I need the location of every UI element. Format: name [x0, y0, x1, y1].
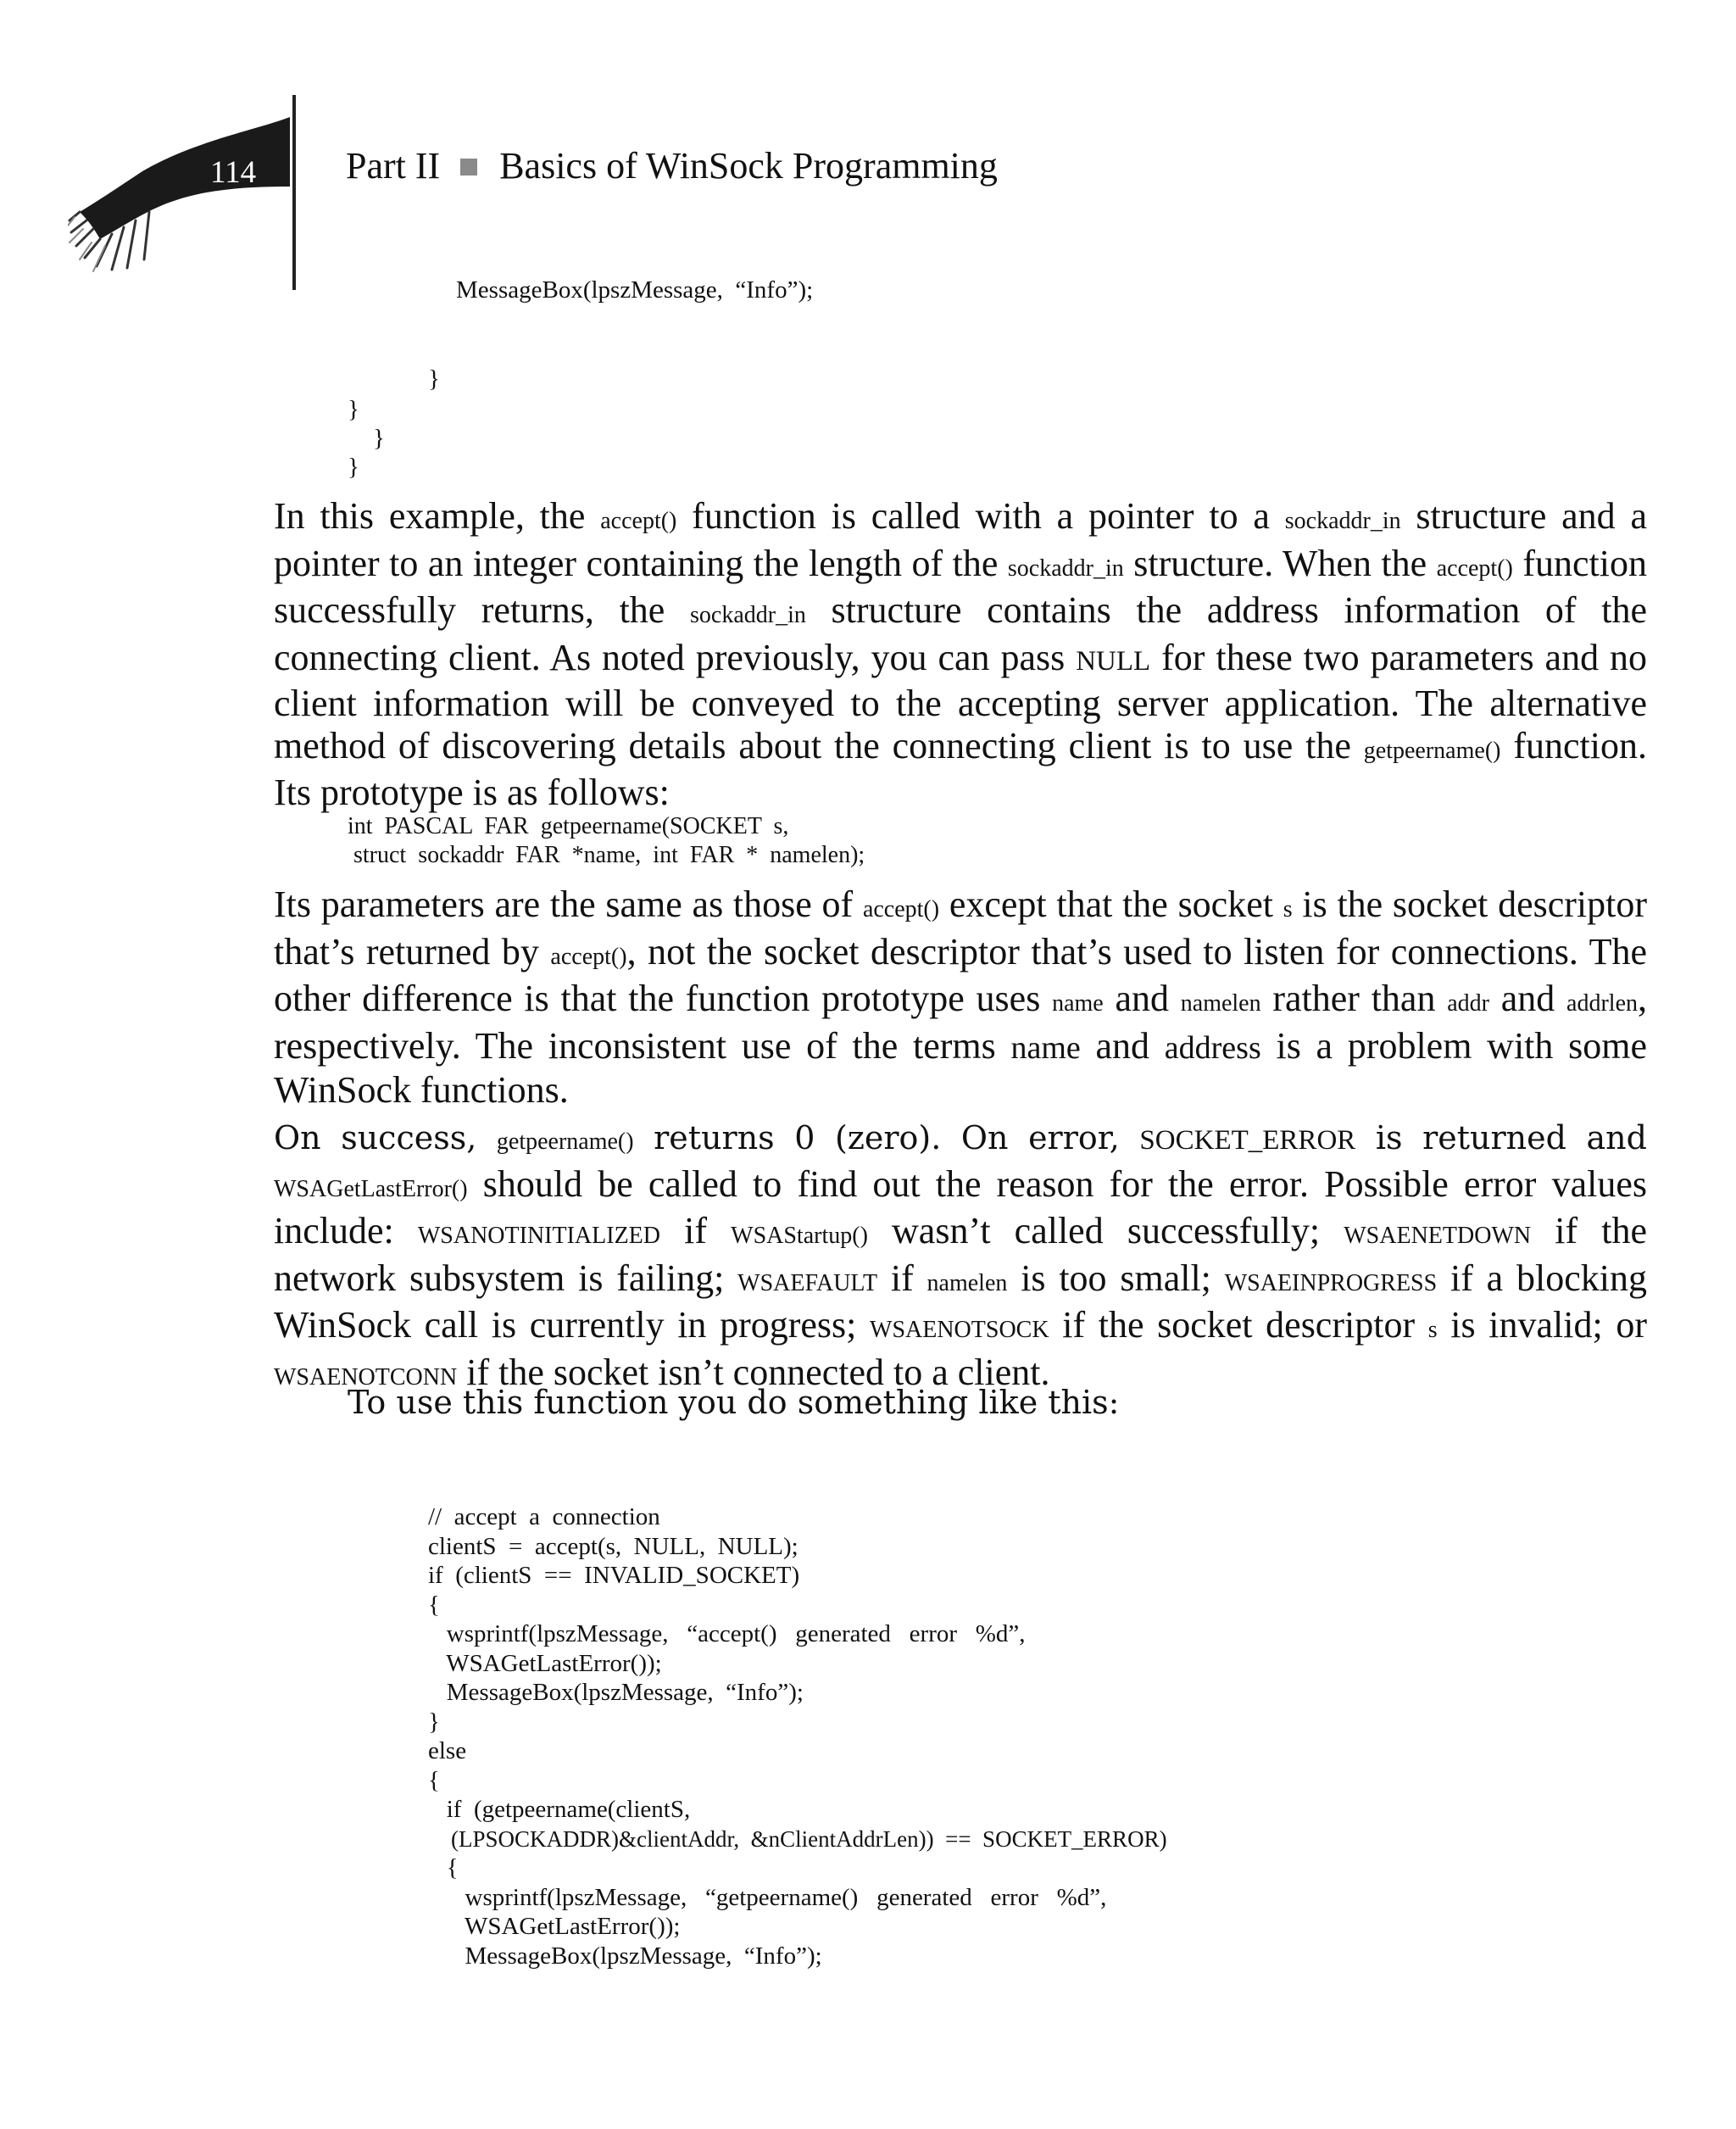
code-line: MessageBox(lpszMessage, “Info”); — [456, 276, 814, 304]
inline-code: addr — [1447, 990, 1489, 1017]
inline-code: WSANOTINITIALIZED — [417, 1223, 660, 1249]
inline-code: WSAStartup() — [731, 1223, 868, 1249]
code-line: wsprintf(lpszMessage, “getpeername() generated error %d”, — [428, 1883, 1107, 1911]
intro-line: To use this function you do something like this: — [348, 1384, 1120, 1421]
code-line: clientS = accept(s, NULL, NULL); — [428, 1532, 798, 1560]
inline-code: NULL — [1076, 645, 1151, 677]
chapter-title: Basics of WinSock Programming — [499, 145, 998, 187]
inline-code: accept() — [600, 508, 677, 534]
inline-code: WSAENOTCONN — [274, 1363, 458, 1391]
paragraph-3: On success, getpeername() returns 0 (zero). On error, SOCKET_ERROR is returned and WSAGetLastError() should be called to find out the reason for the error. Possible error values include: WSANOTINITIALIZED if WSAStartup() wasn’t called successfully; WSAENETDOWN if the network subsystem is failing; WSAEFAULT if namelen is too small; WSAEINPROGRESS if a blocking WinSock call is currently in progress; WSAENOTSOCK if the socket descriptor s is invalid; or WSAENOTCONN if the socket isn’t connected to a client. — [274, 1119, 1647, 1393]
code-line: WSAGetLastError()); — [428, 1913, 681, 1940]
inline-code: getpeername() — [496, 1129, 634, 1155]
code-block — [428, 1502, 1167, 1970]
code-line: (LPSOCKADDR)&clientAddr, &nClientAddrLen)) == SOCKET_ERROR) — [428, 1825, 1167, 1852]
code-line: if (getpeername(clientS, — [428, 1796, 691, 1823]
inline-code: SOCKET_ERROR — [1139, 1125, 1356, 1156]
code-brace: } — [348, 454, 359, 481]
inline-code: accept() — [862, 896, 940, 922]
inline-code: accept() — [1436, 555, 1513, 582]
code-line: MessageBox(lpszMessage, “Info”); — [428, 1942, 822, 1970]
code-line: } — [428, 1708, 440, 1736]
inline-code: s — [1283, 896, 1293, 922]
inline-code: namelen — [926, 1269, 1008, 1296]
inline-code: WSAEINPROGRESS — [1224, 1269, 1438, 1296]
code-line: MessageBox(lpszMessage, “Info”); — [428, 1679, 804, 1706]
part-label: Part II — [346, 145, 441, 187]
paragraph-2: Its parameters are the same as those of accept() except that the socket s is the socket descriptor that’s returned by accept(), not the socket descriptor that’s used to listen for connections. The other difference is that the function prototype uses name and namelen rather than addr and addrlen, respectively. The inconsistent use of the terms name and address is a problem with some WinSock functions. — [274, 883, 1648, 1111]
inline-code: getpeername() — [1363, 737, 1501, 764]
running-head — [346, 144, 998, 187]
inline-code: sockaddr_in — [1007, 555, 1124, 582]
inline-code: sockaddr_in — [690, 602, 806, 628]
code-brace: } — [428, 365, 440, 393]
code-line: else — [428, 1737, 467, 1764]
code-line: WSAGetLastError()); — [428, 1649, 662, 1677]
inline-code: accept() — [550, 943, 627, 970]
inline-code: addrlen — [1566, 990, 1639, 1017]
inline-code: sockaddr_in — [1284, 508, 1401, 534]
code-line: { — [428, 1766, 440, 1794]
prototype-line-2: struct sockaddr FAR *name, int FAR * namelen); — [348, 842, 865, 868]
page-number: 114 — [210, 155, 257, 190]
code-line: { — [428, 1854, 459, 1881]
inline-code: s — [1427, 1317, 1438, 1343]
inline-code: namelen — [1180, 990, 1261, 1017]
prototype-line-1: int PASCAL FAR getpeername(SOCKET s, — [348, 813, 789, 839]
inline-code: WSAEFAULT — [737, 1269, 878, 1296]
code-line: { — [428, 1591, 440, 1619]
inline-code: WSAGetLastError() — [274, 1175, 468, 1202]
inline-code: name — [1052, 990, 1104, 1017]
code-line: wsprintf(lpszMessage, “accept() generated error %d”, — [428, 1620, 1026, 1647]
code-line: // accept a connection — [428, 1503, 660, 1530]
page-number-flag-graphic — [68, 93, 305, 297]
code-brace: } — [373, 425, 385, 452]
term-address: address — [1164, 1029, 1261, 1066]
inline-code: WSAENOTSOCK — [870, 1317, 1049, 1343]
code-brace: } — [348, 396, 359, 423]
inline-code: WSAENETDOWN — [1344, 1223, 1532, 1249]
square-separator-icon — [460, 159, 477, 176]
paragraph-1: In this example, the accept() function is called with a pointer to a sockaddr_in structure and a pointer to an integer containing the length of the sockaddr_in structure. When the accept() function successfully returns, the sockaddr_in structure contains the address information of the connecting client. As noted previously, you can pass NULL for these two parameters and no client information will be conveyed to the accepting server application. The alternative method of discovering details about the connecting client is to use the getpeername() function. Its prototype is as follows: — [274, 495, 1648, 813]
code-line: if (clientS == INVALID_SOCKET) — [428, 1562, 800, 1589]
term-name: name — [1010, 1029, 1081, 1066]
